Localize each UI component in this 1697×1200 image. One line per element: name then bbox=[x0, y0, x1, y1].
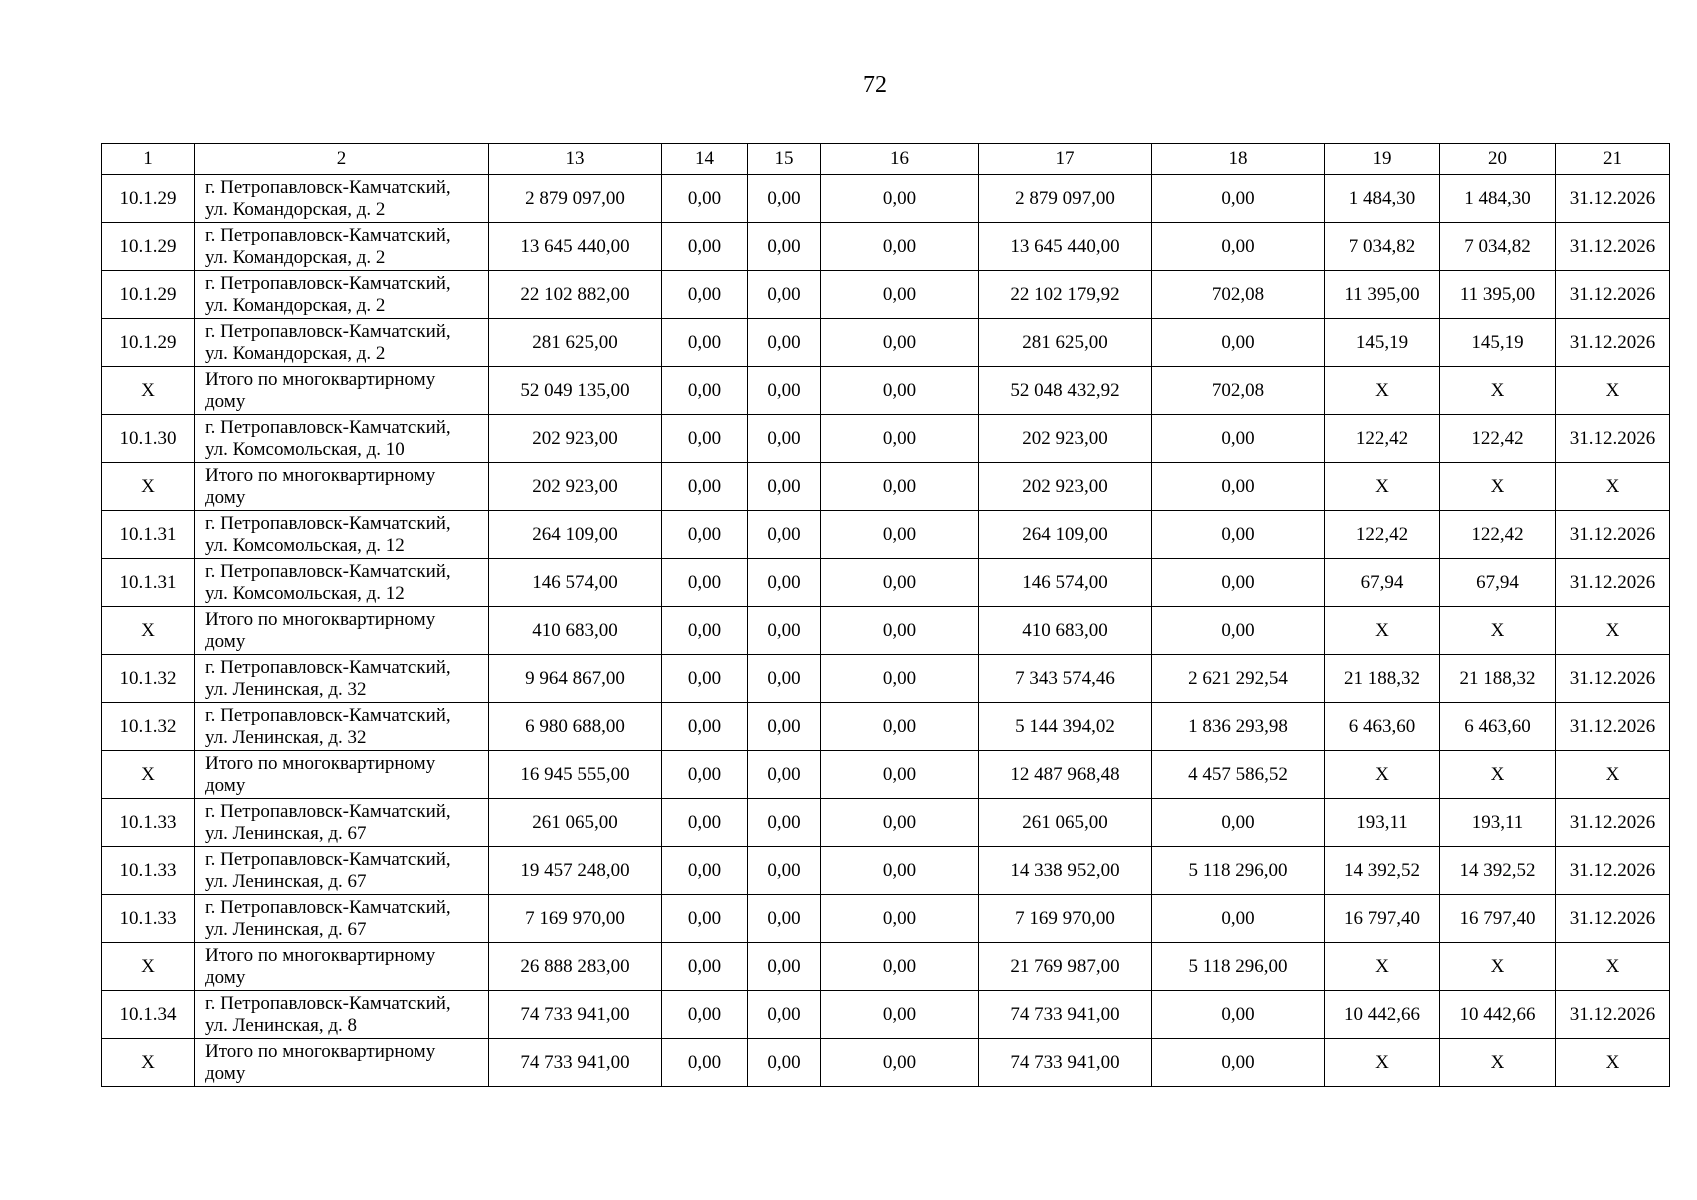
row-number-cell: 10.1.30 bbox=[102, 415, 195, 463]
value-cell-18: 4 457 586,52 bbox=[1152, 751, 1325, 799]
row-number-cell: 10.1.31 bbox=[102, 559, 195, 607]
address-cell bbox=[195, 175, 489, 223]
address-line-1: г. Петропавловск-Камчатский, bbox=[205, 800, 451, 822]
value-cell-17: 202 923,00 bbox=[979, 463, 1152, 511]
value-cell-14: 0,00 bbox=[662, 271, 748, 319]
address-line-2: ул. Комсомольская, д. 10 bbox=[205, 438, 405, 460]
value-cell-18: 0,00 bbox=[1152, 319, 1325, 367]
report-table bbox=[101, 143, 1670, 1087]
value-cell-17: 410 683,00 bbox=[979, 607, 1152, 655]
value-cell-15: 0,00 bbox=[748, 991, 821, 1039]
address-cell bbox=[195, 703, 489, 751]
value-cell-20: 21 188,32 bbox=[1440, 655, 1556, 703]
value-cell-20: 16 797,40 bbox=[1440, 895, 1556, 943]
row-number-cell: 10.1.31 bbox=[102, 511, 195, 559]
value-cell-14: 0,00 bbox=[662, 895, 748, 943]
value-cell-19: 7 034,82 bbox=[1325, 223, 1440, 271]
value-cell-20: 122,42 bbox=[1440, 511, 1556, 559]
column-header: 20 bbox=[1440, 144, 1556, 175]
value-cell-13: 74 733 941,00 bbox=[489, 1039, 662, 1087]
value-cell-17: 2 879 097,00 bbox=[979, 175, 1152, 223]
value-cell-14: 0,00 bbox=[662, 943, 748, 991]
address-line-2: дому bbox=[205, 390, 246, 412]
address-line-1: г. Петропавловск-Камчатский, bbox=[205, 896, 451, 918]
value-cell-14: 0,00 bbox=[662, 511, 748, 559]
value-cell-20: Х bbox=[1440, 367, 1556, 415]
row-number-cell: Х bbox=[102, 463, 195, 511]
value-cell-20: 145,19 bbox=[1440, 319, 1556, 367]
value-cell-17: 12 487 968,48 bbox=[979, 751, 1152, 799]
value-cell-20: 193,11 bbox=[1440, 799, 1556, 847]
column-header: 14 bbox=[662, 144, 748, 175]
value-cell-21: 31.12.2026 bbox=[1556, 511, 1670, 559]
value-cell-18: 5 118 296,00 bbox=[1152, 943, 1325, 991]
value-cell-19: 16 797,40 bbox=[1325, 895, 1440, 943]
value-cell-17: 74 733 941,00 bbox=[979, 1039, 1152, 1087]
value-cell-18: 0,00 bbox=[1152, 463, 1325, 511]
value-cell-19: Х bbox=[1325, 367, 1440, 415]
address-line-2: дому bbox=[205, 486, 246, 508]
value-cell-16: 0,00 bbox=[821, 463, 979, 511]
address-line-1: г. Петропавловск-Камчатский, bbox=[205, 992, 451, 1014]
value-cell-15: 0,00 bbox=[748, 703, 821, 751]
value-cell-16: 0,00 bbox=[821, 943, 979, 991]
value-cell-17: 52 048 432,92 bbox=[979, 367, 1152, 415]
value-cell-13: 261 065,00 bbox=[489, 799, 662, 847]
value-cell-15: 0,00 bbox=[748, 1039, 821, 1087]
value-cell-13: 6 980 688,00 bbox=[489, 703, 662, 751]
value-cell-15: 0,00 bbox=[748, 655, 821, 703]
address-line-2: ул. Командорская, д. 2 bbox=[205, 198, 386, 220]
value-cell-19: Х bbox=[1325, 1039, 1440, 1087]
value-cell-15: 0,00 bbox=[748, 943, 821, 991]
value-cell-21: 31.12.2026 bbox=[1556, 271, 1670, 319]
value-cell-13: 264 109,00 bbox=[489, 511, 662, 559]
value-cell-17: 21 769 987,00 bbox=[979, 943, 1152, 991]
value-cell-19: 6 463,60 bbox=[1325, 703, 1440, 751]
row-number-cell: 10.1.33 bbox=[102, 847, 195, 895]
address-line-2: дому bbox=[205, 966, 246, 988]
row-number-cell: Х bbox=[102, 367, 195, 415]
value-cell-13: 52 049 135,00 bbox=[489, 367, 662, 415]
address-line-2: ул. Комсомольская, д. 12 bbox=[205, 534, 405, 556]
row-number-cell: Х bbox=[102, 1039, 195, 1087]
address-line-1: г. Петропавловск-Камчатский, bbox=[205, 704, 451, 726]
value-cell-16: 0,00 bbox=[821, 223, 979, 271]
address-line-1: г. Петропавловск-Камчатский, bbox=[205, 416, 451, 438]
value-cell-15: 0,00 bbox=[748, 847, 821, 895]
value-cell-17: 202 923,00 bbox=[979, 415, 1152, 463]
address-line-1: Итого по многоквартирному bbox=[205, 1040, 436, 1062]
table-row bbox=[102, 895, 1670, 943]
value-cell-21: 31.12.2026 bbox=[1556, 703, 1670, 751]
value-cell-20: 67,94 bbox=[1440, 559, 1556, 607]
value-cell-14: 0,00 bbox=[662, 655, 748, 703]
address-line-1: г. Петропавловск-Камчатский, bbox=[205, 848, 451, 870]
column-header: 15 bbox=[748, 144, 821, 175]
value-cell-14: 0,00 bbox=[662, 559, 748, 607]
address-line-2: дому bbox=[205, 1062, 246, 1084]
value-cell-18: 1 836 293,98 bbox=[1152, 703, 1325, 751]
value-cell-14: 0,00 bbox=[662, 367, 748, 415]
value-cell-20: Х bbox=[1440, 607, 1556, 655]
value-cell-16: 0,00 bbox=[821, 895, 979, 943]
value-cell-16: 0,00 bbox=[821, 1039, 979, 1087]
value-cell-18: 702,08 bbox=[1152, 271, 1325, 319]
value-cell-13: 13 645 440,00 bbox=[489, 223, 662, 271]
value-cell-17: 281 625,00 bbox=[979, 319, 1152, 367]
address-line-1: г. Петропавловск-Камчатский, bbox=[205, 320, 451, 342]
row-number-cell: Х bbox=[102, 751, 195, 799]
value-cell-14: 0,00 bbox=[662, 991, 748, 1039]
value-cell-19: 193,11 bbox=[1325, 799, 1440, 847]
address-cell bbox=[195, 559, 489, 607]
column-header: 19 bbox=[1325, 144, 1440, 175]
value-cell-16: 0,00 bbox=[821, 751, 979, 799]
value-cell-14: 0,00 bbox=[662, 223, 748, 271]
address-cell bbox=[195, 799, 489, 847]
value-cell-15: 0,00 bbox=[748, 511, 821, 559]
address-line-1: г. Петропавловск-Камчатский, bbox=[205, 224, 451, 246]
value-cell-16: 0,00 bbox=[821, 415, 979, 463]
value-cell-20: 7 034,82 bbox=[1440, 223, 1556, 271]
value-cell-21: Х bbox=[1556, 607, 1670, 655]
table-row bbox=[102, 1039, 1670, 1087]
table-body bbox=[102, 175, 1670, 1087]
value-cell-14: 0,00 bbox=[662, 703, 748, 751]
value-cell-15: 0,00 bbox=[748, 607, 821, 655]
value-cell-21: 31.12.2026 bbox=[1556, 319, 1670, 367]
value-cell-13: 19 457 248,00 bbox=[489, 847, 662, 895]
row-number-cell: Х bbox=[102, 943, 195, 991]
address-cell bbox=[195, 943, 489, 991]
value-cell-13: 22 102 882,00 bbox=[489, 271, 662, 319]
value-cell-19: 122,42 bbox=[1325, 415, 1440, 463]
address-line-1: Итого по многоквартирному bbox=[205, 368, 436, 390]
column-header: 2 bbox=[195, 144, 489, 175]
value-cell-19: 14 392,52 bbox=[1325, 847, 1440, 895]
address-line-1: г. Петропавловск-Камчатский, bbox=[205, 272, 451, 294]
value-cell-16: 0,00 bbox=[821, 559, 979, 607]
address-line-1: Итого по многоквартирному bbox=[205, 944, 436, 966]
column-header: 21 bbox=[1556, 144, 1670, 175]
value-cell-14: 0,00 bbox=[662, 463, 748, 511]
value-cell-20: 1 484,30 bbox=[1440, 175, 1556, 223]
column-header: 1 bbox=[102, 144, 195, 175]
address-cell bbox=[195, 895, 489, 943]
row-number-cell: 10.1.29 bbox=[102, 271, 195, 319]
value-cell-18: 0,00 bbox=[1152, 559, 1325, 607]
value-cell-20: 11 395,00 bbox=[1440, 271, 1556, 319]
value-cell-21: 31.12.2026 bbox=[1556, 895, 1670, 943]
value-cell-19: 10 442,66 bbox=[1325, 991, 1440, 1039]
value-cell-18: 2 621 292,54 bbox=[1152, 655, 1325, 703]
address-line-2: ул. Командорская, д. 2 bbox=[205, 294, 386, 316]
value-cell-15: 0,00 bbox=[748, 367, 821, 415]
value-cell-14: 0,00 bbox=[662, 799, 748, 847]
address-cell bbox=[195, 367, 489, 415]
value-cell-20: Х bbox=[1440, 463, 1556, 511]
table-row bbox=[102, 991, 1670, 1039]
value-cell-15: 0,00 bbox=[748, 463, 821, 511]
value-cell-20: Х bbox=[1440, 1039, 1556, 1087]
column-header: 17 bbox=[979, 144, 1152, 175]
address-line-2: ул. Командорская, д. 2 bbox=[205, 246, 386, 268]
value-cell-17: 74 733 941,00 bbox=[979, 991, 1152, 1039]
table-row bbox=[102, 799, 1670, 847]
address-cell bbox=[195, 655, 489, 703]
value-cell-13: 281 625,00 bbox=[489, 319, 662, 367]
value-cell-14: 0,00 bbox=[662, 607, 748, 655]
value-cell-18: 0,00 bbox=[1152, 511, 1325, 559]
value-cell-19: Х bbox=[1325, 751, 1440, 799]
address-line-2: ул. Ленинская, д. 67 bbox=[205, 870, 367, 892]
value-cell-19: Х bbox=[1325, 463, 1440, 511]
value-cell-17: 261 065,00 bbox=[979, 799, 1152, 847]
value-cell-15: 0,00 bbox=[748, 271, 821, 319]
value-cell-18: 0,00 bbox=[1152, 1039, 1325, 1087]
value-cell-15: 0,00 bbox=[748, 223, 821, 271]
value-cell-17: 14 338 952,00 bbox=[979, 847, 1152, 895]
value-cell-13: 74 733 941,00 bbox=[489, 991, 662, 1039]
value-cell-21: Х bbox=[1556, 1039, 1670, 1087]
address-line-2: дому bbox=[205, 774, 246, 796]
value-cell-19: Х bbox=[1325, 607, 1440, 655]
value-cell-16: 0,00 bbox=[821, 175, 979, 223]
table-row bbox=[102, 463, 1670, 511]
value-cell-21: 31.12.2026 bbox=[1556, 415, 1670, 463]
value-cell-15: 0,00 bbox=[748, 559, 821, 607]
value-cell-17: 146 574,00 bbox=[979, 559, 1152, 607]
table-row bbox=[102, 943, 1670, 991]
table-row bbox=[102, 271, 1670, 319]
value-cell-14: 0,00 bbox=[662, 175, 748, 223]
value-cell-19: 145,19 bbox=[1325, 319, 1440, 367]
value-cell-13: 26 888 283,00 bbox=[489, 943, 662, 991]
value-cell-14: 0,00 bbox=[662, 415, 748, 463]
table-row bbox=[102, 511, 1670, 559]
value-cell-17: 7 343 574,46 bbox=[979, 655, 1152, 703]
value-cell-14: 0,00 bbox=[662, 751, 748, 799]
value-cell-18: 0,00 bbox=[1152, 607, 1325, 655]
address-line-2: дому bbox=[205, 630, 246, 652]
address-line-1: Итого по многоквартирному bbox=[205, 464, 436, 486]
value-cell-16: 0,00 bbox=[821, 607, 979, 655]
address-cell bbox=[195, 223, 489, 271]
value-cell-21: Х bbox=[1556, 943, 1670, 991]
address-cell bbox=[195, 463, 489, 511]
value-cell-20: Х bbox=[1440, 751, 1556, 799]
address-line-2: ул. Ленинская, д. 32 bbox=[205, 678, 367, 700]
column-header: 13 bbox=[489, 144, 662, 175]
value-cell-19: 67,94 bbox=[1325, 559, 1440, 607]
table-row bbox=[102, 703, 1670, 751]
value-cell-13: 2 879 097,00 bbox=[489, 175, 662, 223]
address-line-2: ул. Ленинская, д. 32 bbox=[205, 726, 367, 748]
value-cell-18: 0,00 bbox=[1152, 415, 1325, 463]
value-cell-13: 202 923,00 bbox=[489, 463, 662, 511]
value-cell-18: 0,00 bbox=[1152, 799, 1325, 847]
value-cell-15: 0,00 bbox=[748, 319, 821, 367]
address-cell bbox=[195, 415, 489, 463]
page-number: 72 bbox=[863, 72, 887, 98]
value-cell-16: 0,00 bbox=[821, 271, 979, 319]
value-cell-15: 0,00 bbox=[748, 415, 821, 463]
value-cell-18: 0,00 bbox=[1152, 895, 1325, 943]
value-cell-13: 146 574,00 bbox=[489, 559, 662, 607]
row-number-cell: 10.1.32 bbox=[102, 703, 195, 751]
value-cell-19: 21 188,32 bbox=[1325, 655, 1440, 703]
value-cell-19: 122,42 bbox=[1325, 511, 1440, 559]
value-cell-21: Х bbox=[1556, 367, 1670, 415]
value-cell-14: 0,00 bbox=[662, 1039, 748, 1087]
value-cell-20: Х bbox=[1440, 943, 1556, 991]
address-cell bbox=[195, 511, 489, 559]
value-cell-21: 31.12.2026 bbox=[1556, 175, 1670, 223]
value-cell-20: 6 463,60 bbox=[1440, 703, 1556, 751]
address-line-1: Итого по многоквартирному bbox=[205, 608, 436, 630]
value-cell-13: 16 945 555,00 bbox=[489, 751, 662, 799]
value-cell-21: 31.12.2026 bbox=[1556, 799, 1670, 847]
address-cell bbox=[195, 607, 489, 655]
value-cell-17: 22 102 179,92 bbox=[979, 271, 1152, 319]
address-line-2: ул. Командорская, д. 2 bbox=[205, 342, 386, 364]
value-cell-13: 9 964 867,00 bbox=[489, 655, 662, 703]
address-line-2: ул. Ленинская, д. 67 bbox=[205, 822, 367, 844]
table-row bbox=[102, 223, 1670, 271]
table-row bbox=[102, 559, 1670, 607]
column-header: 18 bbox=[1152, 144, 1325, 175]
table-row bbox=[102, 847, 1670, 895]
row-number-cell: Х bbox=[102, 607, 195, 655]
value-cell-18: 0,00 bbox=[1152, 991, 1325, 1039]
value-cell-16: 0,00 bbox=[821, 991, 979, 1039]
address-line-1: Итого по многоквартирному bbox=[205, 752, 436, 774]
address-line-2: ул. Комсомольская, д. 12 bbox=[205, 582, 405, 604]
value-cell-16: 0,00 bbox=[821, 847, 979, 895]
address-cell bbox=[195, 847, 489, 895]
row-number-cell: 10.1.34 bbox=[102, 991, 195, 1039]
table-row bbox=[102, 751, 1670, 799]
value-cell-20: 14 392,52 bbox=[1440, 847, 1556, 895]
address-line-1: г. Петропавловск-Камчатский, bbox=[205, 656, 451, 678]
header-row bbox=[102, 144, 1670, 175]
value-cell-15: 0,00 bbox=[748, 751, 821, 799]
value-cell-18: 5 118 296,00 bbox=[1152, 847, 1325, 895]
table-row bbox=[102, 367, 1670, 415]
address-line-2: ул. Ленинская, д. 8 bbox=[205, 1014, 358, 1036]
table-row bbox=[102, 655, 1670, 703]
value-cell-18: 0,00 bbox=[1152, 175, 1325, 223]
value-cell-21: Х bbox=[1556, 463, 1670, 511]
address-cell bbox=[195, 1039, 489, 1087]
value-cell-16: 0,00 bbox=[821, 367, 979, 415]
value-cell-16: 0,00 bbox=[821, 319, 979, 367]
value-cell-18: 702,08 bbox=[1152, 367, 1325, 415]
value-cell-17: 5 144 394,02 bbox=[979, 703, 1152, 751]
value-cell-20: 10 442,66 bbox=[1440, 991, 1556, 1039]
row-number-cell: 10.1.33 bbox=[102, 895, 195, 943]
value-cell-17: 13 645 440,00 bbox=[979, 223, 1152, 271]
table-row bbox=[102, 319, 1670, 367]
row-number-cell: 10.1.29 bbox=[102, 223, 195, 271]
value-cell-20: 122,42 bbox=[1440, 415, 1556, 463]
value-cell-19: 1 484,30 bbox=[1325, 175, 1440, 223]
value-cell-13: 410 683,00 bbox=[489, 607, 662, 655]
table-row bbox=[102, 415, 1670, 463]
value-cell-13: 7 169 970,00 bbox=[489, 895, 662, 943]
address-line-2: ул. Ленинская, д. 67 bbox=[205, 918, 367, 940]
row-number-cell: 10.1.33 bbox=[102, 799, 195, 847]
address-line-1: г. Петропавловск-Камчатский, bbox=[205, 512, 451, 534]
table-row bbox=[102, 607, 1670, 655]
value-cell-21: 31.12.2026 bbox=[1556, 655, 1670, 703]
address-line-1: г. Петропавловск-Камчатский, bbox=[205, 560, 451, 582]
value-cell-16: 0,00 bbox=[821, 799, 979, 847]
column-header: 16 bbox=[821, 144, 979, 175]
value-cell-14: 0,00 bbox=[662, 319, 748, 367]
value-cell-15: 0,00 bbox=[748, 175, 821, 223]
value-cell-19: Х bbox=[1325, 943, 1440, 991]
value-cell-21: 31.12.2026 bbox=[1556, 223, 1670, 271]
table-row bbox=[102, 175, 1670, 223]
value-cell-17: 7 169 970,00 bbox=[979, 895, 1152, 943]
row-number-cell: 10.1.29 bbox=[102, 319, 195, 367]
value-cell-21: 31.12.2026 bbox=[1556, 847, 1670, 895]
address-cell bbox=[195, 991, 489, 1039]
value-cell-13: 202 923,00 bbox=[489, 415, 662, 463]
value-cell-16: 0,00 bbox=[821, 703, 979, 751]
value-cell-16: 0,00 bbox=[821, 655, 979, 703]
row-number-cell: 10.1.32 bbox=[102, 655, 195, 703]
value-cell-21: 31.12.2026 bbox=[1556, 991, 1670, 1039]
address-cell bbox=[195, 751, 489, 799]
address-cell bbox=[195, 319, 489, 367]
value-cell-16: 0,00 bbox=[821, 511, 979, 559]
value-cell-15: 0,00 bbox=[748, 799, 821, 847]
value-cell-14: 0,00 bbox=[662, 847, 748, 895]
value-cell-19: 11 395,00 bbox=[1325, 271, 1440, 319]
row-number-cell: 10.1.29 bbox=[102, 175, 195, 223]
address-line-1: г. Петропавловск-Камчатский, bbox=[205, 176, 451, 198]
value-cell-18: 0,00 bbox=[1152, 223, 1325, 271]
value-cell-21: 31.12.2026 bbox=[1556, 559, 1670, 607]
address-cell bbox=[195, 271, 489, 319]
value-cell-21: Х bbox=[1556, 751, 1670, 799]
value-cell-15: 0,00 bbox=[748, 895, 821, 943]
value-cell-17: 264 109,00 bbox=[979, 511, 1152, 559]
